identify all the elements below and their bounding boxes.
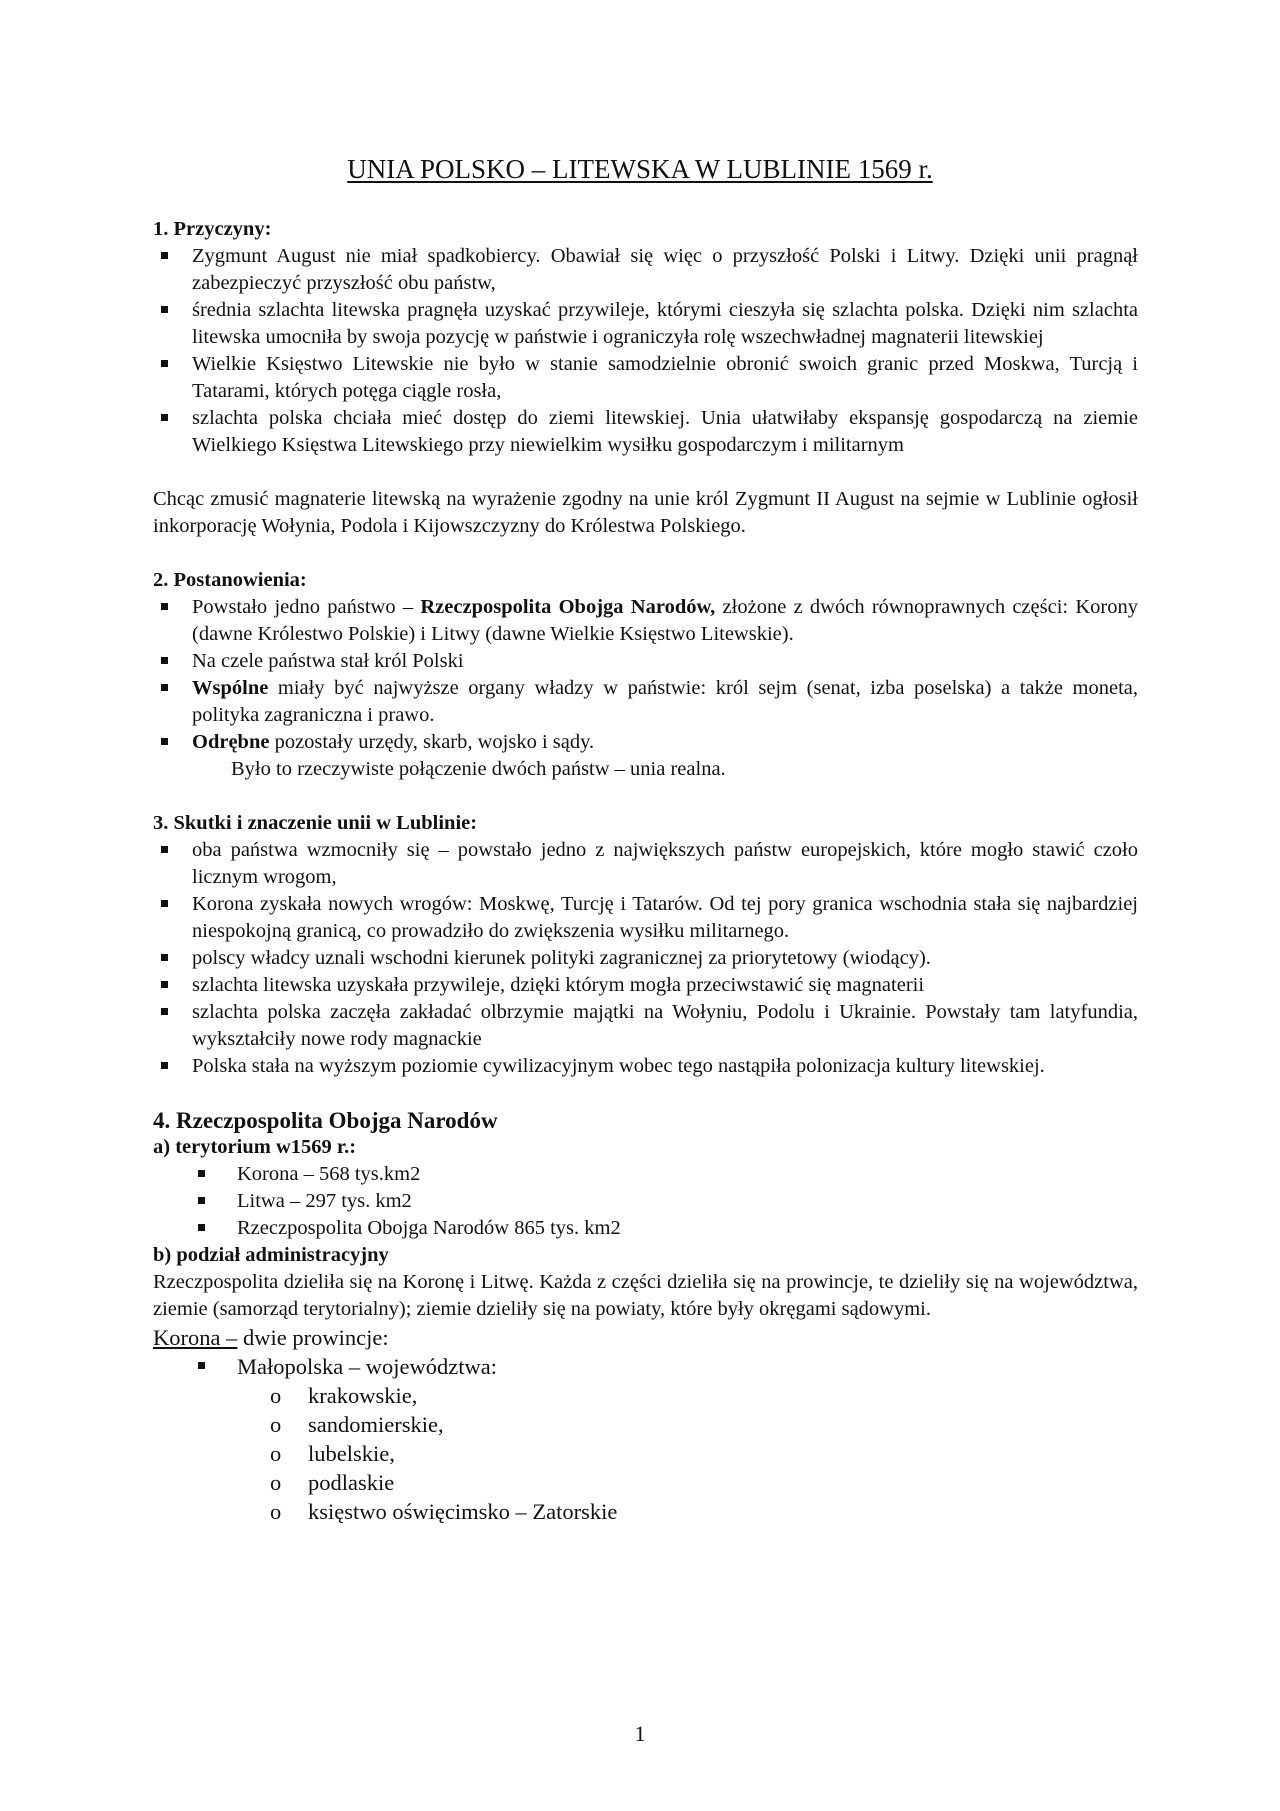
- circle-bullet: o: [270, 1470, 282, 1495]
- list-item: o lubelskie,: [270, 1441, 395, 1466]
- document-title: UNIA POLSKO – LITEWSKA W LUBLINIE 1569 r.: [347, 154, 933, 184]
- korona-line: Korona – dwie prowincje:: [153, 1325, 389, 1350]
- voivodeship-list: [153, 1381, 1138, 1526]
- list-item: Odrębne pozostały urzędy, skarb, wojsko i sądy.: [153, 729, 1138, 756]
- administration-paragraph: Rzeczpospolita dzieliła się na Koronę i Litwę. Każda z części dzieliła się na prowincje, te dzieliły się na województwa, ziemie (samorząd terytorialny); ziemie dzieliły się na powiaty, które były okręgami sądowymi.: [153, 1271, 1138, 1320]
- commonwealth-name: Rzeczpospolita Obojga Narodów,: [420, 596, 716, 618]
- list-item: Polska stała na wyższym poziomie cywilizacyjnym wobec tego nastąpiła polonizacja kultury litewskiej.: [153, 1053, 1138, 1080]
- list-item: o sandomierskie,: [270, 1412, 444, 1437]
- circle-bullet: o: [270, 1441, 282, 1466]
- territory-list: [153, 1161, 1138, 1242]
- list-item: Małopolska – województwa:: [153, 1352, 1138, 1381]
- list-item: Powstało jedno państwo – Rzeczpospolita Obojga Narodów, złożone z dwóch równoprawnych części: Korony (dawne Królestwo Polskie) i Litwy (dawne Wielkie Księstwo Litewskie).: [153, 594, 1138, 648]
- list-item: Zygmunt August nie miał spadkobiercy. Obawiał się więc o przyszłość Polski i Litwy. Dzięki unii pragnął zabezpieczyć przyszłość obu państw,: [153, 243, 1138, 297]
- page-number: 1: [634, 1721, 646, 1746]
- provisions-list: [153, 594, 1138, 756]
- list-item: szlachta polska chciała mieć dostęp do ziemi litewskiej. Unia ułatwiłaby ekspansję gospodarczą na ziemie Wielkiego Księstwa Litewskiego przy niewielkim wysiłku gospodarczym i militarnym: [153, 405, 1138, 459]
- effects-list: [153, 837, 1138, 1080]
- section-3-heading: 3. Skutki i znaczenie unii w Lublinie:: [153, 812, 478, 834]
- list-item: o krakowskie,: [270, 1383, 418, 1408]
- circle-bullet: o: [270, 1499, 282, 1524]
- document-body: [153, 216, 1138, 1526]
- list-item: średnia szlachta litewska pragnęła uzyskać przywileje, którymi cieszyła się szlachta polska. Dzięki nim szlachta litewska umocniła by swoja pozycję w państwie i ograniczyła rolę wszechwładnej magnaterii litewskiej: [153, 297, 1138, 351]
- causes-list: [153, 243, 1138, 459]
- real-union-note: Było to rzeczywiste połączenie dwóch państw – unia realna.: [231, 758, 726, 780]
- list-item: szlachta polska zaczęła zakładać olbrzymie majątki na Wołyniu, Podolu i Ukrainie. Powstały tam latyfundia, wykształciły nowe rody magnackie: [153, 999, 1138, 1053]
- list-item: o podlaskie: [270, 1470, 395, 1495]
- circle-bullet: o: [270, 1383, 282, 1408]
- section-2-heading: 2. Postanowienia:: [153, 569, 307, 591]
- list-item: polscy władcy uznali wschodni kierunek polityki zagranicznej za priorytetowy (wiodący).: [153, 945, 1138, 972]
- korona-label: Korona –: [153, 1325, 238, 1350]
- list-item: Korona – 568 tys.km2: [153, 1161, 1138, 1188]
- territory-subheading: a) terytorium w1569 r.:: [153, 1136, 357, 1158]
- list-item: o księstwo oświęcimsko – Zatorskie: [270, 1499, 618, 1524]
- list-item: Rzeczpospolita Obojga Narodów 865 tys. km2: [153, 1215, 1138, 1242]
- list-item: Na czele państwa stał król Polski: [153, 648, 1138, 675]
- list-item: oba państwa wzmocniły się – powstało jedno z największych państw europejskich, które mogło stawić czoło licznym wrogom,: [153, 837, 1138, 891]
- section-4-heading: 4. Rzeczpospolita Obojga Narodów: [153, 1108, 498, 1133]
- list-item: Litwa – 297 tys. km2: [153, 1188, 1138, 1215]
- incorporation-paragraph: Chcąc zmusić magnaterie litewską na wyrażenie zgodny na unie król Zygmunt II August na sejmie w Lublinie ogłosił inkorporację Wołynia, Podola i Kijowszczyzny do Królestwa Polskiego.: [153, 488, 1138, 537]
- list-item: Wielkie Księstwo Litewskie nie było w stanie samodzielnie obronić swoich granic przed Moskwa, Turcją i Tatarami, których potęga ciągle rosła,: [153, 351, 1138, 405]
- province-list: [153, 1352, 1138, 1381]
- circle-bullet: o: [270, 1412, 282, 1437]
- list-item: Korona zyskała nowych wrogów: Moskwę, Turcję i Tatarów. Od tej pory granica wschodnia stała się najbardziej niespokojną granicą, co prowadziło do zwiększenia wysiłku militarnego.: [153, 891, 1138, 945]
- list-item: szlachta litewska uzyskała przywileje, dzięki którym mogła przeciwstawić się magnaterii: [153, 972, 1138, 999]
- administration-subheading: b) podział administracyjny: [153, 1244, 389, 1266]
- list-item: Wspólne miały być najwyższe organy władzy w państwie: król sejm (senat, izba poselska) a także moneta, polityka zagraniczna i prawo.: [153, 675, 1138, 729]
- section-1-heading: 1. Przyczyny:: [153, 218, 272, 240]
